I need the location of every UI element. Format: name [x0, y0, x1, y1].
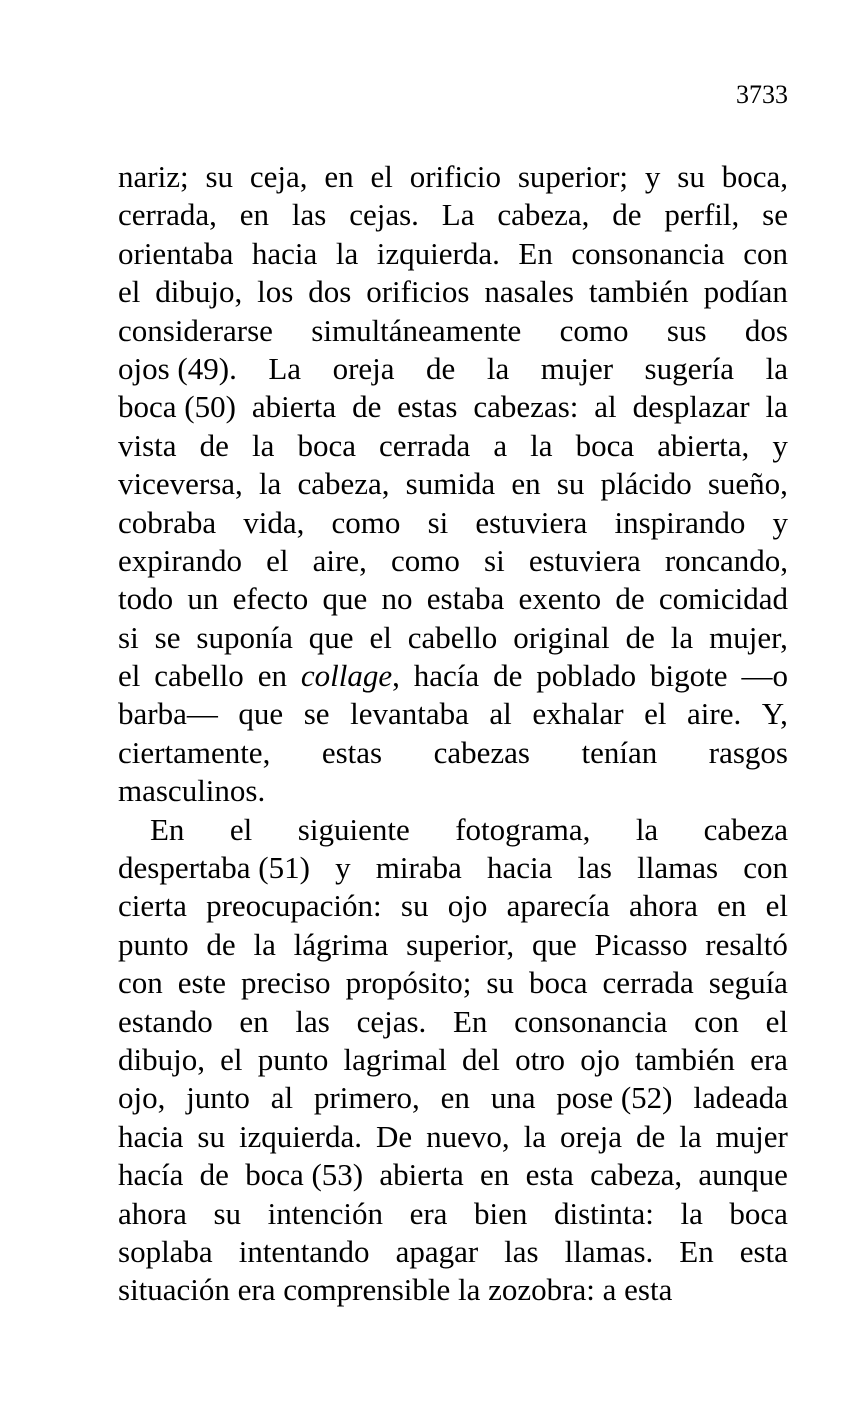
text-line — [118, 1041, 788, 1079]
word: tenían — [581, 734, 658, 770]
word: a — [493, 427, 508, 463]
word: primero, — [313, 1080, 420, 1116]
word: el — [229, 811, 253, 847]
word: y — [772, 504, 788, 540]
word: boca (50) — [118, 389, 236, 425]
word: el — [765, 1003, 788, 1039]
word: comprensible — [283, 1272, 451, 1308]
word: hacia — [486, 850, 553, 886]
word: el — [765, 888, 788, 924]
word: lagrimal — [343, 1041, 447, 1077]
word: rasgos — [708, 734, 788, 770]
word: ahora — [118, 1195, 187, 1231]
word: zozobra: — [488, 1272, 595, 1308]
text-line — [118, 1233, 788, 1271]
word: de — [612, 197, 642, 233]
word: bien — [474, 1195, 528, 1231]
word: poblado — [536, 658, 637, 694]
word: la — [486, 350, 510, 386]
word: cabeza — [703, 811, 788, 847]
word: la — [679, 1118, 702, 1154]
word: esta — [525, 1157, 574, 1193]
text-line — [118, 1118, 788, 1156]
word: estando — [118, 1003, 213, 1039]
word: el — [220, 1041, 243, 1077]
word: una — [490, 1080, 536, 1116]
word: nuevo, — [426, 1118, 510, 1154]
word: perfil, — [664, 197, 740, 233]
word: la — [523, 1118, 547, 1154]
word: lágrima — [293, 926, 389, 962]
page-number: 3733 — [736, 80, 788, 109]
word: plácido — [600, 466, 692, 502]
word: vista — [118, 427, 177, 463]
word: viceversa, — [118, 466, 243, 502]
word: inspirando — [614, 504, 746, 540]
text-line — [118, 619, 788, 657]
word: ojo, — [118, 1080, 166, 1116]
word: dibujo, — [118, 1041, 205, 1077]
word: las — [577, 850, 612, 886]
word: orificio — [409, 159, 501, 194]
word: en — [239, 1003, 269, 1039]
word: hacía — [413, 658, 480, 694]
word: era — [750, 1041, 788, 1077]
word: boca — [528, 965, 588, 1001]
word: ojos (49). — [118, 350, 237, 386]
word: oreja — [332, 350, 395, 386]
word: cerrada — [379, 427, 471, 463]
word: su — [197, 1118, 225, 1154]
word: dibujo, — [155, 274, 243, 310]
word: cabeza, — [497, 197, 590, 233]
word: ceja, — [249, 159, 308, 194]
text-line — [118, 158, 788, 196]
word: estuviera — [475, 504, 588, 540]
word: al — [594, 389, 617, 425]
word: estas — [397, 389, 458, 425]
word: las — [291, 197, 327, 233]
word: aunque — [698, 1157, 788, 1193]
word: simultáneamente — [311, 312, 522, 348]
word: intención — [267, 1195, 383, 1231]
word: ladeada — [693, 1080, 788, 1116]
word: dos — [744, 312, 788, 348]
word: cabeza, — [297, 466, 390, 502]
text-line — [118, 657, 788, 695]
word: consonancia — [571, 235, 725, 271]
word: ciertamente, — [118, 734, 271, 770]
word: cabeza, — [590, 1157, 683, 1193]
word: que — [308, 619, 354, 655]
word: expirando — [118, 542, 242, 578]
text-line — [118, 350, 788, 388]
text-line — [118, 811, 788, 849]
word: boca, — [721, 159, 788, 194]
word: la — [251, 427, 275, 463]
word: en — [324, 159, 354, 194]
text-line — [118, 849, 788, 887]
word: sus — [666, 312, 707, 348]
word: boca — [575, 427, 635, 463]
word: como — [559, 312, 629, 348]
word: ahora — [629, 888, 698, 924]
word: izquierda. — [376, 235, 500, 271]
body-text — [118, 158, 788, 1310]
word: Picasso — [594, 926, 688, 962]
word: abierta — [251, 389, 337, 425]
word: En — [150, 811, 185, 847]
word: otro — [515, 1041, 566, 1077]
word: dos — [308, 274, 352, 310]
word: comicidad — [658, 581, 788, 617]
word: situación — [118, 1272, 230, 1308]
word: estuviera — [528, 542, 641, 578]
word: también — [635, 1041, 735, 1077]
word: con — [118, 965, 163, 1001]
word: su — [677, 159, 705, 194]
text-line — [118, 504, 788, 542]
word: suponía — [196, 619, 293, 655]
word: la — [670, 619, 694, 655]
word: nariz; — [118, 159, 189, 194]
word: la — [530, 427, 553, 463]
word: consonancia — [514, 1003, 668, 1039]
word: no — [381, 581, 413, 617]
word: cabezas: — [473, 389, 579, 425]
text-line — [118, 312, 788, 350]
word: aire, — [312, 542, 367, 578]
word: a — [602, 1272, 617, 1308]
word: con — [743, 235, 788, 271]
word: orificios — [366, 274, 470, 310]
word: De — [376, 1118, 413, 1154]
text-line — [118, 1003, 788, 1041]
word: llamas — [637, 850, 719, 886]
word: con — [694, 1003, 739, 1039]
word: izquierda. — [238, 1118, 363, 1154]
word: en — [511, 466, 541, 502]
word: siguiente — [297, 811, 410, 847]
word: como — [331, 504, 401, 540]
word: se — [303, 696, 330, 732]
word: la — [635, 811, 659, 847]
word: su — [486, 965, 514, 1001]
word: la — [458, 1272, 481, 1308]
word: boca — [297, 427, 356, 463]
word: su — [205, 159, 234, 194]
text-line — [118, 388, 788, 426]
word: En — [453, 1003, 488, 1039]
word: se — [154, 619, 181, 655]
word: cabello — [407, 619, 498, 655]
word: en — [257, 658, 287, 694]
word: la — [253, 926, 276, 962]
word: intentando — [238, 1233, 370, 1269]
word: despertaba (51) — [118, 850, 310, 886]
text-line — [118, 273, 788, 311]
text-line — [118, 1195, 788, 1233]
word: pose (52) — [556, 1080, 673, 1116]
word: cabezas — [433, 734, 530, 770]
word: si — [484, 542, 505, 578]
word: que — [238, 696, 284, 732]
word: también — [588, 274, 689, 310]
text-line — [118, 1156, 788, 1194]
word: podían — [703, 274, 788, 310]
word: el — [118, 274, 141, 310]
word: esta — [739, 1233, 788, 1269]
word: propósito; — [345, 965, 472, 1001]
word: el — [370, 159, 393, 194]
text-line — [118, 542, 788, 580]
word: la — [258, 466, 282, 502]
word: se — [762, 197, 788, 233]
word: cejas. — [349, 197, 419, 233]
word: sumida — [405, 466, 496, 502]
word: cierta — [118, 888, 187, 924]
word: y — [772, 427, 788, 463]
word: desplazar — [632, 389, 750, 425]
word: de — [206, 926, 236, 962]
word: de — [352, 389, 382, 425]
text-line — [118, 580, 788, 618]
word: hacía — [118, 1157, 184, 1193]
word: exhalar — [532, 696, 624, 732]
word: la — [765, 350, 788, 386]
word: si — [427, 504, 449, 540]
word: cobraba — [118, 504, 217, 540]
word: En — [679, 1233, 714, 1269]
word: las — [295, 1003, 330, 1039]
word: preciso — [241, 965, 331, 1001]
word: de — [199, 427, 229, 463]
word: en — [717, 888, 747, 924]
word: cabello — [154, 658, 244, 694]
word: todo — [118, 581, 174, 617]
word: el — [644, 696, 667, 732]
word: bigote — [650, 658, 728, 694]
word: punto — [118, 926, 189, 962]
text-line — [118, 1079, 788, 1117]
word: al — [270, 1080, 294, 1116]
word: abierta — [379, 1157, 464, 1193]
word: su — [400, 888, 429, 924]
word: cerrada — [602, 965, 694, 1001]
word: efecto — [232, 581, 309, 617]
word: punto — [257, 1041, 329, 1077]
word: seguía — [708, 965, 788, 1001]
word: En — [518, 235, 553, 271]
word: que — [531, 926, 577, 962]
word: ojo — [447, 888, 488, 924]
text-line — [118, 695, 788, 733]
word: collage, — [300, 658, 400, 694]
word: la — [335, 235, 359, 271]
text-line — [118, 1271, 788, 1309]
word: que — [322, 581, 368, 617]
word: hacia — [118, 1118, 184, 1154]
word: sueño, — [707, 466, 788, 502]
word: de — [625, 619, 655, 655]
text-line — [118, 964, 788, 1002]
word: aire. — [687, 696, 742, 732]
word: oreja — [560, 1118, 622, 1154]
word: las — [504, 1233, 539, 1269]
word: de — [426, 350, 456, 386]
word: al — [489, 696, 512, 732]
word: era — [237, 1272, 276, 1308]
word: soplaba — [118, 1233, 213, 1269]
word: la — [680, 1195, 703, 1231]
word: boca (53) — [245, 1157, 364, 1193]
text-line — [118, 465, 788, 503]
word: apagar — [395, 1233, 479, 1269]
word: barba— — [118, 696, 218, 732]
word: este — [177, 965, 226, 1001]
word: hacia — [251, 235, 318, 271]
word: sugería — [644, 350, 735, 386]
text-line — [118, 926, 788, 964]
word: cejas. — [356, 1003, 427, 1039]
word: en — [440, 1080, 470, 1116]
word: roncando, — [664, 542, 788, 578]
word: llamas. — [564, 1233, 654, 1269]
word: del — [462, 1041, 500, 1077]
word: mujer, — [709, 619, 788, 655]
word: y — [335, 850, 351, 886]
word: considerarse — [118, 312, 273, 348]
word: la — [765, 389, 788, 425]
word: vida, — [243, 504, 305, 540]
word: su — [213, 1195, 242, 1231]
word: Y, — [761, 696, 788, 732]
word: el — [118, 658, 141, 694]
word: el — [369, 619, 392, 655]
word: fotograma, — [455, 811, 591, 847]
word: cerrada, — [118, 197, 217, 233]
word: distinta: — [553, 1195, 654, 1231]
word: con — [743, 850, 788, 886]
word: si — [118, 619, 139, 655]
text-line — [118, 235, 788, 273]
word: orientaba — [118, 235, 234, 271]
text-line — [118, 427, 788, 465]
word: miraba — [375, 850, 462, 886]
text-line — [118, 772, 788, 810]
word: nasales — [484, 274, 574, 310]
word: como — [390, 542, 460, 578]
word: estas — [321, 734, 383, 770]
text-line — [118, 196, 788, 234]
text-line — [118, 887, 788, 925]
word: levantaba — [350, 696, 469, 732]
word: original — [513, 619, 610, 655]
word: masculinos. — [118, 773, 266, 809]
word: superior, — [406, 926, 515, 962]
word: de — [615, 581, 645, 617]
word: aparecía — [506, 888, 610, 924]
word: un — [187, 581, 219, 617]
word: de — [199, 1157, 229, 1193]
word: —o — [741, 658, 788, 694]
word: boca — [729, 1195, 788, 1231]
word: mujer — [540, 350, 614, 386]
word: La — [441, 197, 475, 233]
word: preocupación: — [206, 888, 382, 924]
word: junto — [186, 1080, 250, 1116]
word: resaltó — [705, 926, 788, 962]
word: en — [480, 1157, 510, 1193]
word: estaba — [426, 581, 505, 617]
word: superior; — [517, 159, 629, 194]
word: era — [409, 1195, 448, 1231]
word: esta — [624, 1272, 673, 1308]
word: de — [635, 1118, 666, 1154]
word: los — [257, 274, 294, 310]
word: mujer — [715, 1118, 788, 1154]
word: su — [556, 466, 585, 502]
word: ojo — [580, 1041, 620, 1077]
word: y — [644, 159, 661, 194]
word: La — [268, 350, 302, 386]
word: el — [266, 542, 289, 578]
word: en — [239, 197, 270, 233]
word: abierta, — [657, 427, 750, 463]
text-line — [118, 734, 788, 772]
word: exento — [518, 581, 602, 617]
word: de — [493, 658, 523, 694]
